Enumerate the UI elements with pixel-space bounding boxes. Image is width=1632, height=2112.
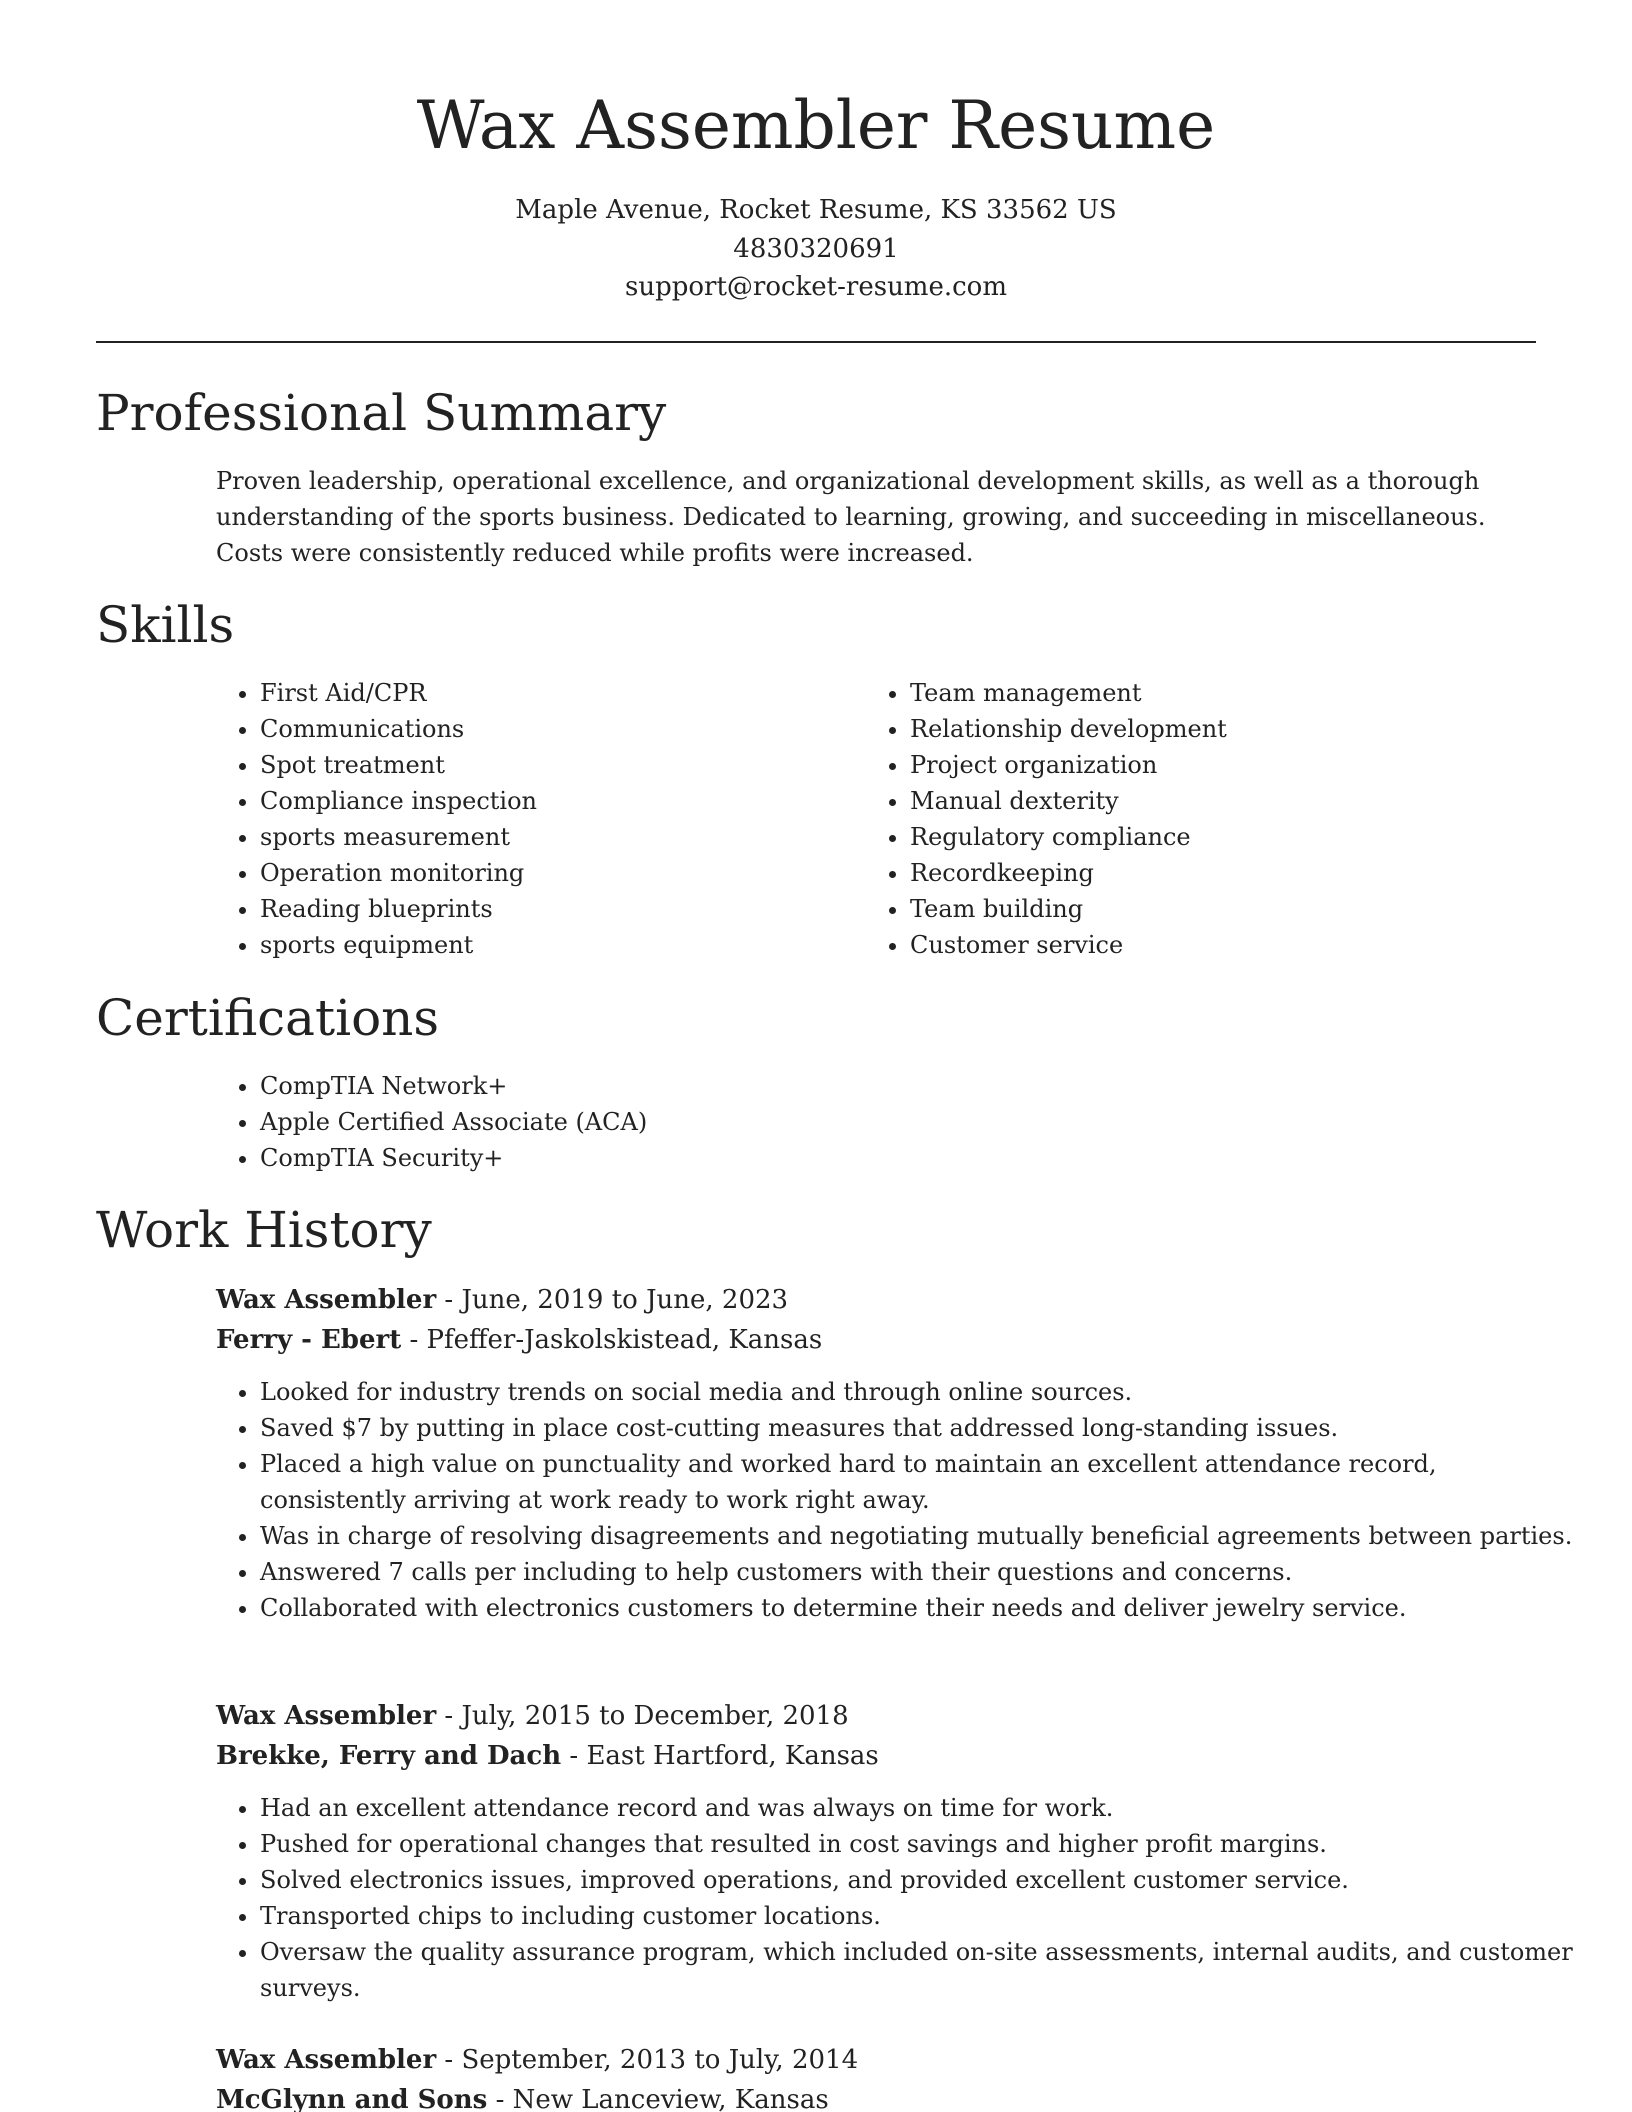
skills-heading: Skills xyxy=(96,596,235,654)
skill-item: • Spot treatment xyxy=(260,747,860,783)
certification-item: • CompTIA Security+ xyxy=(260,1140,1160,1176)
skill-item: • Communications xyxy=(260,711,860,747)
job-bullets xyxy=(216,1374,1582,1626)
skill-item: • Compliance inspection xyxy=(260,783,860,819)
skill-item: • sports measurement xyxy=(260,819,860,855)
skill-item: • Operation monitoring xyxy=(260,855,860,891)
job-company-line xyxy=(216,1736,879,1776)
job-bullet: • Had an excellent attendance record and was always on time for work. xyxy=(260,1790,1582,1826)
job-company-line xyxy=(216,1320,822,1360)
job-title-line xyxy=(216,1696,849,1736)
job-bullet: • Placed a high value on punctuality and worked hard to maintain an excellent attendance record, consistently arriving at work ready to work right away. xyxy=(260,1446,1582,1518)
job-location: - East Hartford, Kansas xyxy=(561,1741,879,1771)
job-bullet: • Saved $7 by putting in place cost-cutting measures that addressed long-standing issues. xyxy=(260,1410,1582,1446)
job-company: Brekke, Ferry and Dach xyxy=(216,1741,562,1771)
job-company: McGlynn and Sons xyxy=(216,2085,488,2112)
certification-item: • Apple Certified Associate (ACA) xyxy=(260,1104,1160,1140)
summary-text: Proven leadership, operational excellence, and organizational development skills, as well as a thorough understanding of the sports business. Dedicated to learning, growing, and succeeding in miscellaneous. Costs were consistently reduced while profits were increased. xyxy=(216,467,1486,567)
skill-item: • First Aid/CPR xyxy=(260,675,860,711)
skill-item: • Regulatory compliance xyxy=(910,819,1510,855)
job-title: Wax Assembler xyxy=(216,1701,437,1731)
skills-list-left xyxy=(216,675,860,963)
job-bullet: • Solved electronics issues, improved operations, and provided excellent customer service. xyxy=(260,1862,1582,1898)
job-bullet: • Oversaw the quality assurance program, which included on-site assessments, internal audits, and customer surveys. xyxy=(260,1934,1582,2006)
certification-item: • CompTIA Network+ xyxy=(260,1068,1160,1104)
job-location: - New Lanceview, Kansas xyxy=(487,2085,829,2112)
resume-title: Wax Assembler Resume xyxy=(416,87,1216,164)
skill-item: • Team building xyxy=(910,891,1510,927)
job-bullets xyxy=(216,1790,1582,2006)
contact-phone: 4830320691 xyxy=(733,234,899,264)
work-history-heading: Work History xyxy=(96,1201,432,1259)
job-title: Wax Assembler xyxy=(216,1285,437,1315)
job-bullet: • Answered 7 calls per including to help customers with their questions and concerns. xyxy=(260,1554,1582,1590)
skill-item: • Project organization xyxy=(910,747,1510,783)
skill-item: • Reading blueprints xyxy=(260,891,860,927)
job-title-line xyxy=(216,1280,788,1320)
skill-item: • sports equipment xyxy=(260,927,860,963)
skill-item: • Customer service xyxy=(910,927,1510,963)
skill-item: • Manual dexterity xyxy=(910,783,1510,819)
job-location: - Pfeffer-Jaskolskistead, Kansas xyxy=(401,1325,823,1355)
job-bullet: • Collaborated with electronics customers to determine their needs and deliver jewelry service. xyxy=(260,1590,1582,1626)
job-dates: - June, 2019 to June, 2023 xyxy=(436,1285,789,1315)
job-dates: - July, 2015 to December, 2018 xyxy=(436,1701,849,1731)
skill-item: • Relationship development xyxy=(910,711,1510,747)
certifications-heading: Certifications xyxy=(96,989,440,1047)
job-company-line xyxy=(216,2080,829,2112)
skill-item: • Team management xyxy=(910,675,1510,711)
contact-email: support@rocket-resume.com xyxy=(624,272,1007,302)
skill-item: • Recordkeeping xyxy=(910,855,1510,891)
job-dates: - September, 2013 to July, 2014 xyxy=(436,2045,859,2075)
job-title: Wax Assembler xyxy=(216,2045,437,2075)
header-divider xyxy=(96,341,1536,343)
job-title-line xyxy=(216,2040,858,2080)
summary-heading: Professional Summary xyxy=(96,384,667,442)
certifications-list xyxy=(216,1068,1160,1176)
contact-address: Maple Avenue, Rocket Resume, KS 33562 US xyxy=(515,195,1117,225)
job-bullet: • Looked for industry trends on social media and through online sources. xyxy=(260,1374,1582,1410)
job-company: Ferry - Ebert xyxy=(216,1325,402,1355)
job-bullet: • Pushed for operational changes that resulted in cost savings and higher profit margins. xyxy=(260,1826,1582,1862)
skills-list-right xyxy=(866,675,1510,963)
job-bullet: • Transported chips to including customer locations. xyxy=(260,1898,1582,1934)
job-bullet: • Was in charge of resolving disagreements and negotiating mutually beneficial agreements between parties. xyxy=(260,1518,1582,1554)
